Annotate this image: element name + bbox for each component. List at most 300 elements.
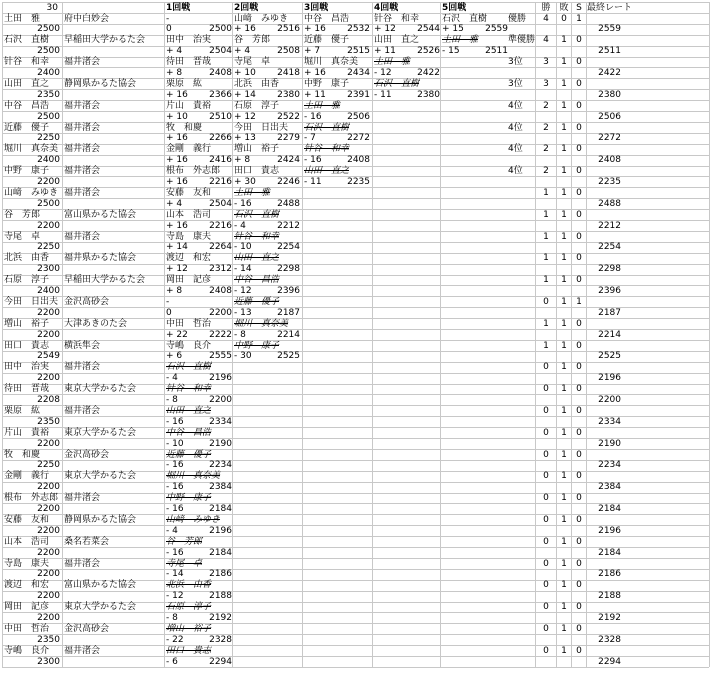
- player-losses: 1: [561, 209, 567, 220]
- player-name: 中谷 昌浩: [4, 100, 50, 111]
- player-club: 福井渚会: [64, 100, 101, 111]
- grid-row-line: [2, 667, 709, 668]
- round-opponent: [234, 602, 300, 612]
- player-name: 中田 哲治: [4, 623, 50, 634]
- round-opponent: 堀川 真奈美: [166, 471, 221, 482]
- round-diff: [374, 439, 398, 449]
- player-final-rate: 2214: [598, 329, 621, 340]
- round-opponent: 中谷 昌浩: [234, 275, 280, 286]
- round-diff: [442, 460, 466, 470]
- round-opponent: [304, 624, 370, 634]
- round-opponent: [374, 624, 440, 634]
- round-opponent: [234, 624, 300, 634]
- player-s: 0: [576, 231, 582, 242]
- player-initial-rate: 2208: [37, 395, 60, 405]
- round-diff: - 16: [166, 460, 184, 471]
- player-final-rate: 2234: [598, 460, 621, 471]
- round-diff: - 14: [234, 264, 252, 275]
- round-opponent: [374, 580, 440, 590]
- round-rate: [466, 439, 508, 449]
- round-rate: [398, 330, 440, 340]
- round-rate: [398, 548, 440, 558]
- round-diff: + 11: [304, 89, 326, 100]
- player-losses: 1: [561, 78, 567, 89]
- player-losses: 1: [561, 645, 567, 656]
- round-rate: [328, 330, 370, 340]
- round-opponent: 针谷 和幸: [304, 144, 350, 155]
- player-final-rate: 2298: [598, 264, 621, 275]
- round-diff: [304, 460, 328, 470]
- player-name: 金剛 義行: [4, 471, 50, 482]
- round-rate: 2222: [209, 329, 232, 340]
- round-diff: [374, 264, 398, 274]
- round-diff: [304, 635, 328, 645]
- round-diff: [374, 308, 398, 318]
- round-opponent: 寺嶋 良介: [166, 340, 212, 351]
- round-diff: [442, 439, 466, 449]
- win-header: 勝: [541, 2, 551, 13]
- round-opponent: [304, 210, 370, 220]
- round-diff: - 10: [234, 242, 252, 253]
- player-final-rate: 2254: [598, 242, 621, 253]
- round-rate: 2515: [347, 46, 370, 57]
- round-rate: 2506: [347, 111, 370, 122]
- round-diff: [374, 112, 398, 122]
- round-rate: [258, 482, 300, 492]
- player-losses: 1: [561, 296, 567, 307]
- player-wins: 1: [543, 209, 549, 220]
- round-opponent: 谷 芳郎: [234, 35, 271, 46]
- player-name: 山本 浩司: [4, 536, 50, 547]
- round-diff: [304, 591, 328, 601]
- round-opponent: 针谷 和幸: [234, 231, 280, 242]
- player-losses: 1: [561, 231, 567, 242]
- round-rate: 2190: [209, 438, 232, 449]
- round-rate: [466, 330, 508, 340]
- round-rate: 2504: [209, 46, 232, 57]
- round-rate: [466, 177, 508, 187]
- round-rate: 2246: [277, 177, 300, 187]
- round-rate: 2380: [417, 89, 440, 100]
- player-wins: 4: [543, 35, 549, 46]
- round-diff: [304, 351, 328, 361]
- round-opponent: 山田 直之: [374, 35, 420, 46]
- round-diff: + 4: [166, 198, 183, 209]
- round-diff: [442, 657, 466, 667]
- player-place: [508, 624, 538, 634]
- round-rate: [398, 439, 440, 449]
- round-opponent: [304, 341, 370, 351]
- player-club: 東京大学かるた会: [64, 602, 137, 613]
- round-diff: - 10: [166, 438, 184, 449]
- round-opponent: 山田 直之: [166, 405, 212, 416]
- round-diff: - 22: [166, 634, 184, 645]
- round-diff: - 16: [304, 111, 322, 122]
- round-diff: [304, 395, 328, 405]
- player-wins: 0: [543, 558, 549, 569]
- round-rate: [258, 439, 300, 449]
- round-diff: + 11: [374, 46, 396, 57]
- player-place: [508, 297, 538, 307]
- player-wins: 1: [543, 253, 549, 264]
- round-opponent: 岡田 記彦: [166, 275, 212, 286]
- player-initial-rate: 2200: [37, 329, 60, 340]
- player-place: [508, 188, 538, 198]
- round-rate: 2279: [277, 133, 300, 144]
- player-initial-rate: 2500: [37, 111, 60, 122]
- player-losses: 1: [561, 100, 567, 111]
- round-opponent: [442, 319, 508, 329]
- round-rate: [398, 569, 440, 579]
- player-wins: 2: [543, 100, 549, 111]
- round-opponent: 栗原 紘: [166, 78, 203, 89]
- player-club: 静岡県かるた協会: [64, 514, 137, 525]
- player-place: 3位: [508, 78, 523, 89]
- round-opponent: [442, 101, 508, 111]
- round-opponent: [374, 450, 440, 460]
- round-rate: [466, 373, 508, 383]
- round-rate: [398, 112, 440, 122]
- round-rate: [398, 242, 440, 252]
- round-rate: [328, 242, 370, 252]
- player-initial-rate: 2200: [37, 591, 60, 602]
- grid-col-line: [164, 2, 165, 667]
- player-place: [508, 319, 538, 329]
- round-rate: [258, 548, 300, 558]
- grid-col-line: [372, 2, 373, 667]
- player-final-rate: 2506: [598, 111, 621, 122]
- round-rate: [258, 569, 300, 579]
- player-wins: 0: [543, 536, 549, 547]
- round-diff: + 22: [166, 329, 188, 340]
- player-wins: 0: [543, 645, 549, 656]
- player-final-rate: 2235: [598, 177, 621, 187]
- player-final-rate: 2188: [598, 591, 621, 602]
- round-diff: [234, 373, 258, 383]
- round-rate: [328, 439, 370, 449]
- round-rate: [466, 308, 508, 318]
- round-rate: [328, 657, 370, 667]
- round-opponent: [304, 559, 370, 569]
- player-name: 堀川 真奈美: [4, 144, 59, 155]
- player-place: 4位: [508, 166, 523, 177]
- round-opponent: 土田 雅: [442, 35, 479, 46]
- round-diff: - 13: [234, 307, 252, 318]
- player-name: 待田 晋哉: [4, 384, 50, 395]
- player-name: 寺尾 卓: [4, 231, 41, 242]
- player-place: [508, 580, 538, 590]
- player-losses: 1: [561, 471, 567, 482]
- round-opponent: 土田 雅: [304, 100, 341, 111]
- round-opponent: 北浜 由香: [166, 580, 212, 591]
- round-diff: - 30: [234, 351, 252, 362]
- round-opponent: 石沢 直樹: [442, 13, 488, 24]
- round-opponent: [304, 580, 370, 590]
- round-rate: [258, 635, 300, 645]
- player-place: 準優勝: [508, 35, 536, 46]
- player-final-rate: 2186: [598, 569, 621, 580]
- round-rate: [398, 417, 440, 427]
- round-diff: - 16: [304, 155, 322, 166]
- round-diff: [442, 635, 466, 645]
- round-diff: [304, 264, 328, 274]
- round-rate: [398, 133, 440, 143]
- round-opponent: [442, 602, 508, 612]
- round-diff: + 7: [304, 46, 321, 57]
- player-initial-rate: 2250: [37, 133, 60, 144]
- player-name: 岡田 記彦: [4, 602, 50, 613]
- round-diff: + 8: [234, 155, 251, 166]
- round-rate: [398, 591, 440, 601]
- round-rate: [398, 657, 440, 667]
- round-diff: - 12: [234, 286, 252, 296]
- round-rate: [328, 635, 370, 645]
- round-rate: [466, 199, 508, 209]
- round-diff: [442, 68, 466, 78]
- round-opponent: 増山 裕子: [234, 144, 280, 155]
- round-rate: 2555: [209, 351, 232, 362]
- round-opponent: [374, 166, 440, 176]
- player-s: 0: [576, 209, 582, 220]
- round-diff: [442, 526, 466, 536]
- player-place: [508, 602, 538, 612]
- round-opponent: 田口 貴志: [166, 645, 212, 656]
- round-diff: [374, 657, 398, 667]
- round-opponent: 山﨑 みゆき: [234, 13, 289, 24]
- player-club: 富山県かるた協会: [64, 209, 137, 220]
- round-diff: [442, 482, 466, 492]
- round-opponent: [304, 646, 370, 656]
- player-s: 0: [576, 362, 582, 373]
- round-opponent: [374, 471, 440, 481]
- round-opponent: [442, 297, 508, 307]
- player-wins: 0: [543, 384, 549, 395]
- player-s: 0: [576, 623, 582, 634]
- round-rate: [466, 635, 508, 645]
- round-rate: [466, 395, 508, 405]
- round-diff: - 8: [166, 395, 178, 405]
- player-losses: 1: [561, 558, 567, 569]
- round-opponent: [304, 406, 370, 416]
- round-diff: [374, 591, 398, 601]
- round-opponent: 山田 直之: [304, 166, 350, 177]
- round-rate: [466, 591, 508, 601]
- player-s: 0: [576, 78, 582, 89]
- round-rate: [466, 657, 508, 667]
- round-diff: [442, 133, 466, 143]
- round-diff: [304, 548, 328, 558]
- round-rate: 2184: [209, 547, 232, 558]
- round-opponent: [374, 319, 440, 329]
- player-wins: 0: [543, 514, 549, 525]
- round-diff: - 11: [374, 89, 392, 100]
- player-name: 土田 雅: [4, 13, 41, 24]
- round-rate: 2391: [347, 89, 370, 100]
- round-diff: + 14: [234, 89, 256, 100]
- player-losses: 0: [561, 13, 567, 24]
- round-opponent: [442, 253, 508, 263]
- player-club: 金沢高砂会: [64, 449, 110, 460]
- round-diff: + 14: [166, 242, 188, 253]
- player-name: 山田 直之: [4, 78, 50, 89]
- player-s: 0: [576, 405, 582, 416]
- round-rate: 2559: [485, 24, 508, 35]
- round-diff: - 8: [234, 329, 246, 340]
- round-diff: [442, 286, 466, 296]
- round-rate: 2380: [277, 89, 300, 100]
- round-opponent: 渡辺 和宏: [166, 253, 212, 264]
- player-initial-rate: 2200: [37, 569, 60, 580]
- round-opponent: [442, 471, 508, 481]
- round-diff: [442, 613, 466, 623]
- round-diff: - 6: [166, 656, 178, 667]
- round-rate: 2500: [209, 24, 232, 35]
- round-rate: 2216: [209, 220, 232, 231]
- round-rate: 2532: [347, 24, 370, 35]
- round-diff: + 16: [234, 24, 256, 35]
- round-diff: + 12: [166, 264, 188, 275]
- player-losses: 1: [561, 493, 567, 504]
- round-rate: [328, 286, 370, 296]
- round-opponent: [304, 537, 370, 547]
- round-diff: [304, 569, 328, 579]
- round-rate: [398, 351, 440, 361]
- round-diff: [442, 395, 466, 405]
- player-place: [508, 362, 538, 372]
- round-rate: [398, 264, 440, 274]
- player-club: 静岡県かるた協会: [64, 78, 137, 89]
- round-rate: 2416: [209, 155, 232, 166]
- round-opponent: [442, 559, 508, 569]
- round-diff: [374, 482, 398, 492]
- round-opponent: [374, 188, 440, 198]
- player-final-rate: 2396: [598, 286, 621, 296]
- player-name: 近藤 優子: [4, 122, 50, 133]
- round-rate: 2334: [209, 416, 232, 427]
- round-diff: - 14: [166, 569, 184, 580]
- round-rate: 2396: [277, 286, 300, 296]
- round-rate: [466, 613, 508, 623]
- s-header: S: [576, 2, 582, 13]
- player-wins: 0: [543, 449, 549, 460]
- player-wins: 2: [543, 122, 549, 133]
- player-wins: 3: [543, 78, 549, 89]
- round-rate: 2422: [417, 68, 440, 78]
- round-opponent: [234, 646, 300, 656]
- player-s: 0: [576, 558, 582, 569]
- round-opponent: -: [166, 13, 170, 24]
- round-diff: [442, 242, 466, 252]
- player-place: [508, 493, 538, 503]
- round-diff: - 16: [166, 504, 184, 514]
- player-s: 1: [576, 296, 582, 307]
- round-rate: [258, 373, 300, 383]
- round-rate: 2294: [209, 656, 232, 667]
- round-opponent: 谷 芳郎: [166, 536, 203, 547]
- round-diff: [304, 199, 328, 209]
- player-final-rate: 2192: [598, 613, 621, 623]
- round-diff: - 7: [304, 133, 316, 144]
- round-rate: [328, 264, 370, 274]
- round-diff: [304, 657, 328, 667]
- round-diff: + 16: [166, 220, 188, 231]
- round-rate: 2298: [277, 264, 300, 275]
- round-rate: [398, 613, 440, 623]
- player-wins: 0: [543, 493, 549, 504]
- player-losses: 1: [561, 340, 567, 351]
- round-opponent: [374, 362, 440, 372]
- round-diff: [374, 460, 398, 470]
- round-opponent: [234, 406, 300, 416]
- player-final-rate: 2212: [598, 220, 621, 231]
- round-opponent: [234, 559, 300, 569]
- player-name: 栗原 紘: [4, 405, 41, 416]
- round-header: 2回戦: [234, 2, 259, 13]
- round-rate: [328, 199, 370, 209]
- round-rate: [466, 417, 508, 427]
- player-place: [508, 450, 538, 460]
- round-diff: - 4: [166, 525, 178, 536]
- grid-col-line: [62, 2, 63, 667]
- player-initial-rate: 2500: [37, 46, 60, 57]
- round-diff: [304, 613, 328, 623]
- player-final-rate: 2488: [598, 198, 621, 209]
- round-diff: [374, 199, 398, 209]
- player-place: [508, 537, 538, 547]
- round-rate: [328, 548, 370, 558]
- round-rate: 2418: [277, 68, 300, 78]
- round-opponent: -: [166, 296, 170, 307]
- player-initial-rate: 2200: [37, 504, 60, 514]
- player-club: 桑名若菜会: [64, 536, 110, 547]
- player-s: 0: [576, 340, 582, 351]
- round-diff: + 4: [234, 46, 251, 57]
- player-final-rate: 2272: [598, 133, 621, 144]
- round-rate: 2511: [485, 46, 508, 57]
- round-header: 5回戦: [442, 2, 467, 13]
- player-s: 0: [576, 187, 582, 198]
- round-diff: [234, 526, 258, 536]
- round-diff: [374, 613, 398, 623]
- round-rate: 2434: [347, 68, 370, 78]
- round-opponent: [234, 450, 300, 460]
- round-rate: 2188: [209, 591, 232, 602]
- round-opponent: [442, 580, 508, 590]
- round-diff: [374, 330, 398, 340]
- round-rate: [398, 526, 440, 536]
- round-rate: 2186: [209, 569, 232, 580]
- player-wins: 2: [543, 144, 549, 155]
- round-diff: + 4: [166, 46, 183, 57]
- round-diff: [442, 373, 466, 383]
- round-diff: + 16: [166, 155, 188, 166]
- player-place: [508, 232, 538, 242]
- round-rate: [398, 308, 440, 318]
- player-initial-rate: 2400: [37, 286, 60, 296]
- player-name: 石沢 直樹: [4, 35, 50, 46]
- player-place: [508, 428, 538, 438]
- round-opponent: [304, 515, 370, 525]
- player-s: 1: [576, 13, 582, 24]
- round-opponent: [374, 297, 440, 307]
- player-club: 福井県かるた協会: [64, 253, 137, 264]
- player-losses: 1: [561, 623, 567, 634]
- player-s: 0: [576, 449, 582, 460]
- player-name: 谷 芳郎: [4, 209, 41, 220]
- round-opponent: [442, 362, 508, 372]
- player-name: 片山 貴裕: [4, 427, 50, 438]
- round-rate: [258, 460, 300, 470]
